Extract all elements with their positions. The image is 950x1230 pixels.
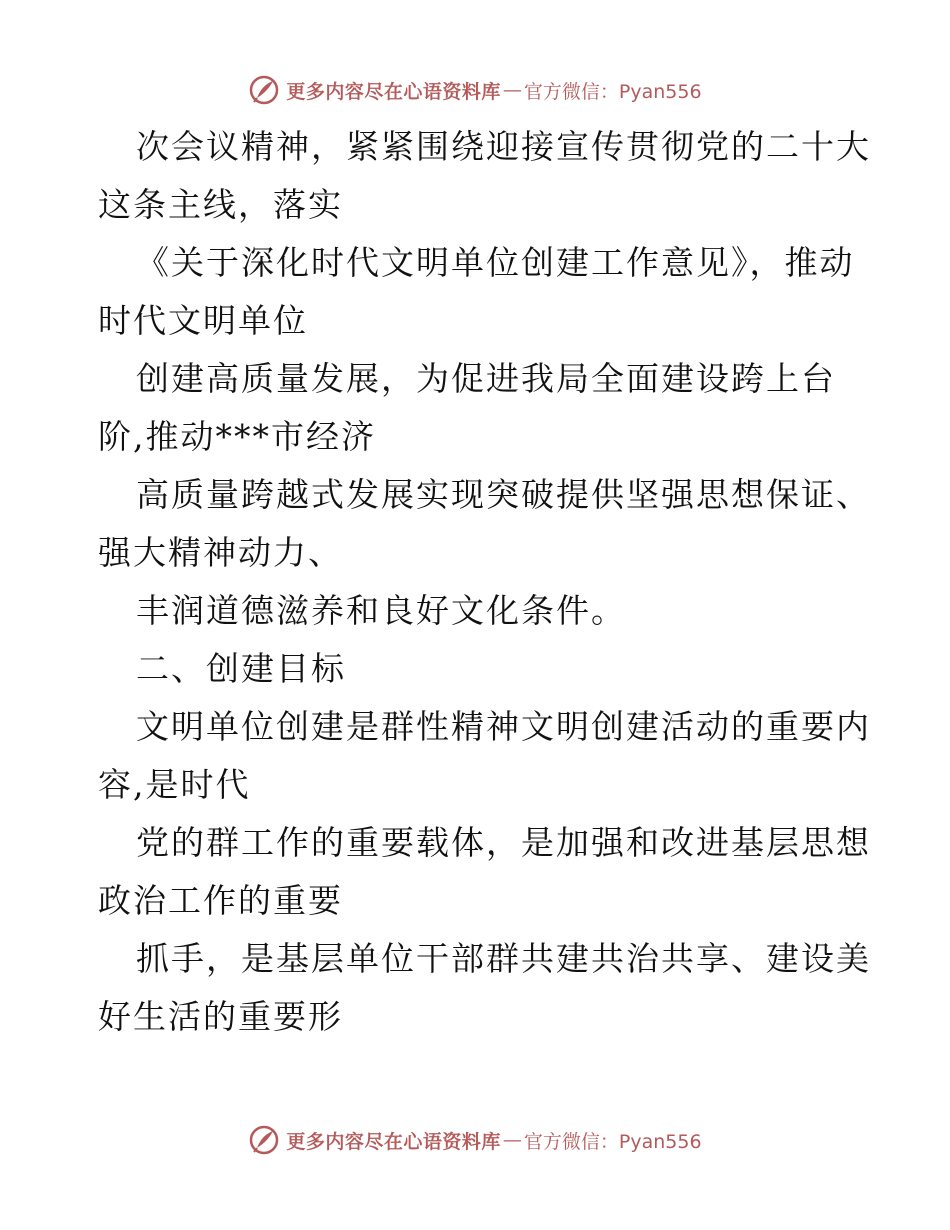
text-line: 这条主线，落实	[98, 185, 343, 224]
document-body	[98, 118, 871, 1046]
watermark-separator: —	[502, 79, 522, 101]
text-line: 强大精神动力、	[98, 533, 343, 572]
watermark-text: 更多内容尽在心语资料库	[286, 1130, 501, 1153]
text-line: 抓手，是基层单位干部群共建共治共享、建设美	[136, 939, 871, 978]
watermark-contact: 官方微信：Pyan556	[523, 80, 702, 103]
feather-pen-logo-icon	[248, 74, 280, 106]
watermark-contact: 官方微信：Pyan556	[523, 1130, 702, 1153]
text-line: 政治工作的重要	[98, 881, 343, 920]
text-line: 时代文明单位	[98, 301, 308, 340]
text-line: 文明单位创建是群性精神文明创建活动的重要内	[136, 707, 871, 746]
text-line: 好生活的重要形	[98, 997, 343, 1036]
text-line: 《关于深化时代文明单位创建工作意见》，推动	[136, 243, 855, 282]
header-watermark	[0, 70, 950, 110]
footer-watermark	[0, 1120, 950, 1160]
watermark-separator: —	[502, 1129, 522, 1151]
text-line: 次会议精神，紧紧围绕迎接宣传贯彻党的二十大	[136, 127, 871, 166]
text-line: 丰润道德滋养和良好文化条件。	[136, 591, 626, 630]
text-line: 二、创建目标	[136, 649, 346, 688]
text-line: 阶,推动***市经济	[98, 417, 376, 456]
text-line: 高质量跨越式发展实现突破提供坚强思想保证、	[136, 475, 871, 514]
text-line: 容,是时代	[98, 765, 251, 804]
text-line: 党的群工作的重要载体，是加强和改进基层思想	[136, 823, 871, 862]
watermark-text: 更多内容尽在心语资料库	[286, 80, 501, 103]
text-line: 创建高质量发展，为促进我局全面建设跨上台	[136, 359, 836, 398]
feather-pen-logo-icon	[248, 1124, 280, 1156]
